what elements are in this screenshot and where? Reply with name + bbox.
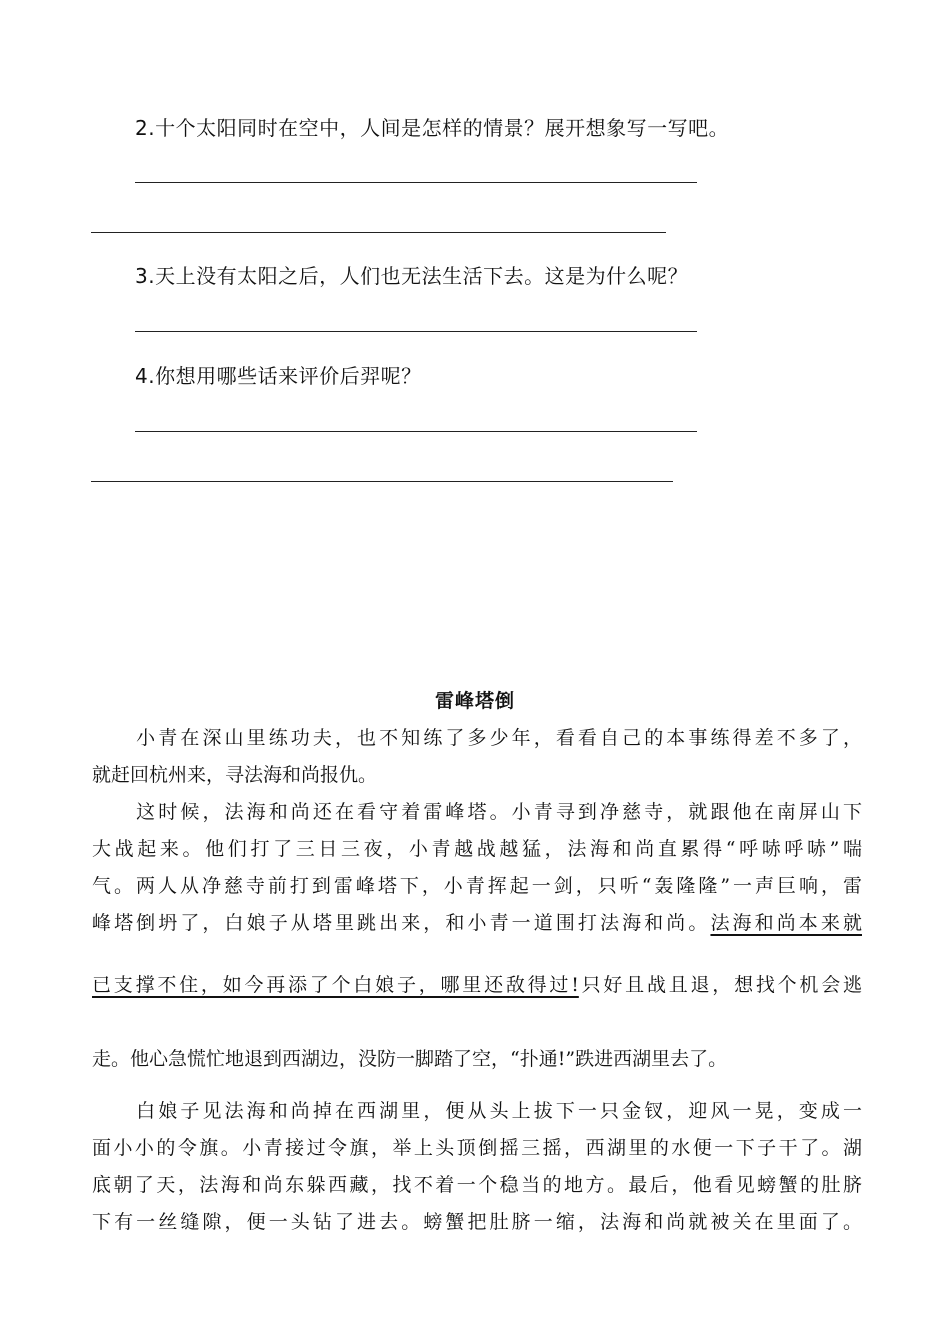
- question-number: 2.: [135, 116, 156, 140]
- question-text: 十个太阳同时在空中，人间是怎样的情景？展开想象写一写吧。: [155, 116, 730, 140]
- passage-text: 只好且战且退，想找个机会逃: [578, 974, 862, 996]
- answer-line[interactable]: [91, 232, 666, 233]
- passage-line: 底朝了天，法海和尚东躲西藏，找不着一个稳当的地方。最后，他看见螃蟹的肚脐: [92, 1174, 862, 1196]
- passage-line: 这时候，法海和尚还在看守着雷峰塔。小青寻到净慈寺，就跟他在南屏山下: [92, 801, 862, 823]
- answer-line[interactable]: [135, 182, 697, 183]
- question-text: 天上没有太阳之后，人们也无法生活下去。这是为什么呢？: [155, 264, 689, 288]
- passage-line: 小青在深山里练功夫，也不知练了多少年，看看自己的本事练得差不多了，: [92, 727, 862, 749]
- passage-line: 走。他心急慌忙地退到西湖边，没防一脚踏了空，“扑通!”跌进西湖里去了。: [92, 1048, 728, 1070]
- passage-title: 雷峰塔倒: [434, 690, 515, 712]
- passage-line: 气。两人从净慈寺前打到雷峰塔下，小青挥起一剑，只听“轰隆隆”一声巨响，雷: [92, 875, 862, 897]
- passage-text: 峰塔倒坍了，白娘子从塔里跳出来，和小青一道围打法海和尚。: [92, 912, 711, 934]
- question-number: 3.: [135, 264, 156, 288]
- question-3: [135, 260, 688, 289]
- question-2: [135, 112, 729, 141]
- passage-line: 大战起来。他们打了三日三夜，小青越战越猛，法海和尚直累得“呼哧呼哧”喘: [92, 838, 862, 860]
- passage-line: 下有一丝缝隙，便一头钻了进去。螃蟹把肚脐一缩，法海和尚就被关在里面了。: [92, 1211, 862, 1233]
- passage-line: 白娘子见法海和尚掉在西湖里，便从头上拔下一只金钗，迎风一晃，变成一: [92, 1100, 862, 1122]
- passage-line: 就赶回杭州来，寻法海和尚报仇。: [92, 764, 378, 786]
- passage-line: 面小小的令旗。小青接过令旗，举上头顶倒摇三摇，西湖里的水便一下子干了。湖: [92, 1137, 862, 1159]
- answer-line[interactable]: [135, 431, 697, 432]
- underlined-sentence: 法海和尚本来就: [710, 912, 862, 934]
- underlined-sentence: 已支撑不住，如今再添了个白娘子，哪里还敌得过!: [92, 974, 579, 996]
- passage-line: [92, 908, 862, 935]
- answer-line[interactable]: [135, 331, 697, 332]
- question-text: 你想用哪些话来评价后羿呢？: [155, 364, 422, 388]
- answer-line[interactable]: [91, 481, 673, 482]
- passage-line: [92, 970, 862, 997]
- question-4: [135, 360, 422, 389]
- question-number: 4.: [135, 364, 156, 388]
